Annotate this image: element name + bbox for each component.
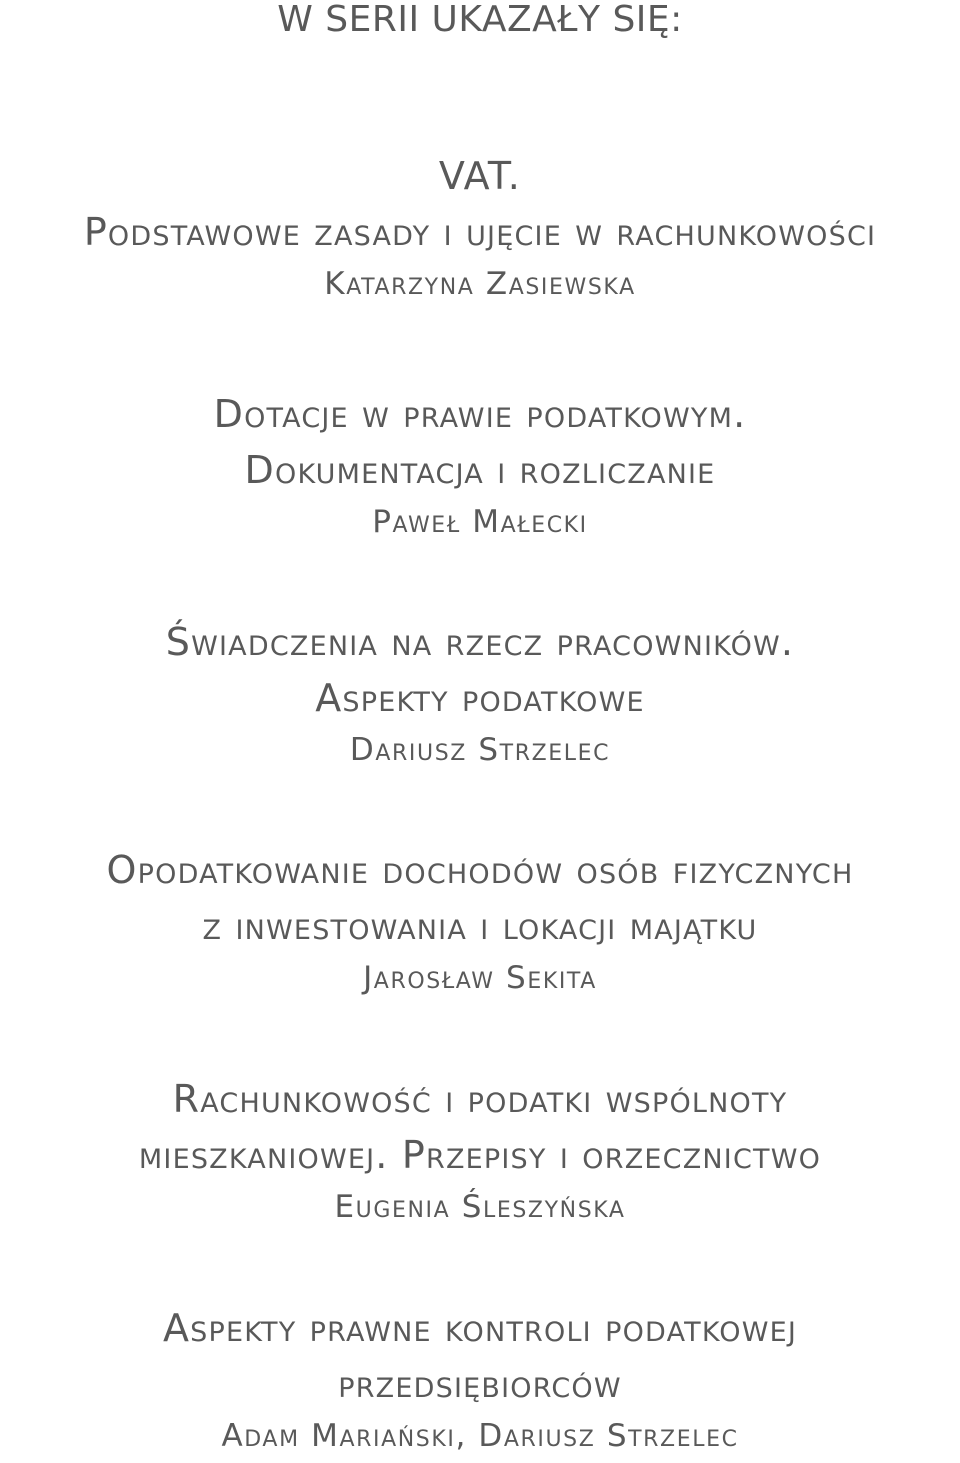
book-author: Paweł Małecki [372,504,588,540]
book-author: Dariusz Strzelec [349,732,611,768]
book-entry [0,386,960,546]
book-author: Eugenia Śleszyńska [334,1189,626,1225]
book-title-line: Dokumentacja i rozliczanie [244,448,716,492]
book-entry [0,842,960,1002]
book-author: Jarosław Sekita [363,960,597,996]
book-author: Katarzyna Zasiewska [324,266,636,302]
book-entry [0,1300,960,1460]
book-entry [0,614,960,774]
book-entry [0,148,960,308]
book-title-line: z inwestowania i lokacji majątku [202,904,758,948]
series-heading: W SERII UKAZAŁY SIĘ: [277,0,683,40]
book-title-line: mieszkaniowej. Przepisy i orzecznictwo [138,1133,822,1177]
book-title-line: Świadczenia na rzecz pracowników. [165,620,795,664]
book-entry [0,1071,960,1231]
book-title-line: Opodatkowanie dochodów osób fizycznych [106,848,854,892]
book-title-line: VAT. [438,154,522,198]
book-title-line: Aspekty prawne kontroli podatkowej [162,1306,798,1350]
book-author: Adam Mariański, Dariusz Strzelec [221,1418,739,1454]
book-title-line: Dotacje w prawie podatkowym. [213,392,747,436]
book-title-line: przedsiębiorców [338,1362,622,1406]
book-title-line: Aspekty podatkowe [315,676,645,720]
book-title-line: Podstawowe zasady i ujęcie w rachunkowości [83,210,877,254]
book-title-line: Rachunkowość i podatki wspólnoty [172,1077,788,1121]
